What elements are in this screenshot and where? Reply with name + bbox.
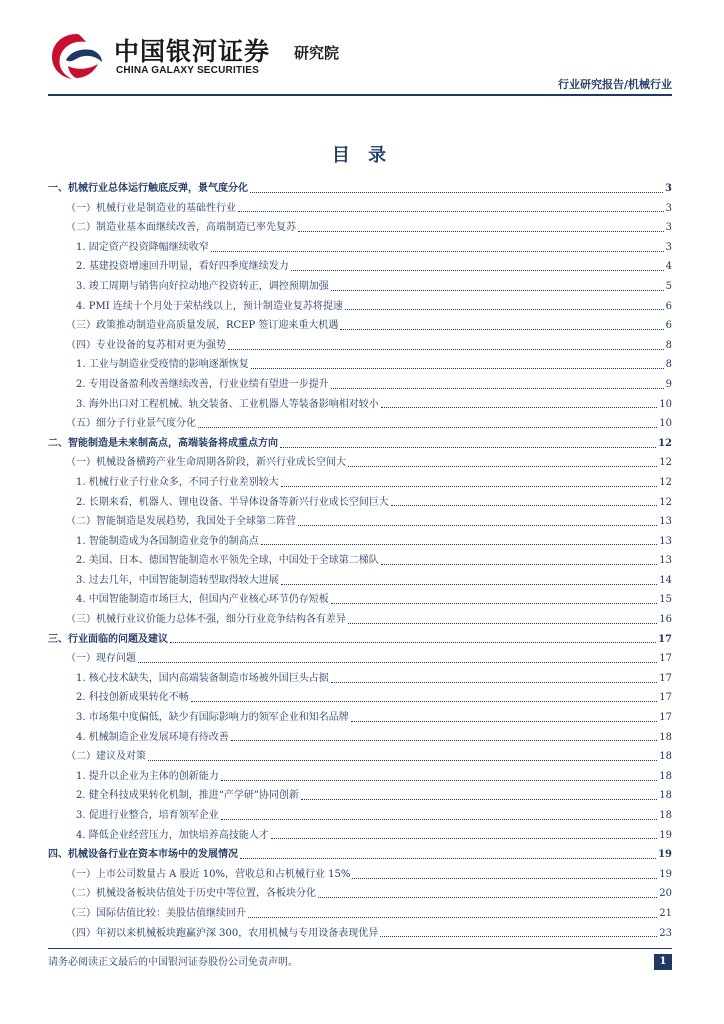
toc-dot-leader (381, 406, 658, 408)
galaxy-logo-icon (48, 30, 106, 82)
toc-entry-label: 3. 海外出口对工程机械、轨交装备、工业机器人等装备影响相对较小 (76, 398, 379, 410)
toc-entry-label: 3. 过去几年，中国智能制造转型取得较大进展 (76, 574, 279, 586)
toc-entry-label: 1. 核心技术缺失，国内高端装备制造市场被外国巨头占据 (76, 672, 329, 684)
toc-entry-page: 12 (659, 496, 672, 508)
toc-dot-leader (198, 426, 657, 428)
toc-entry-page: 3 (665, 241, 672, 253)
page-number: 1 (654, 954, 672, 970)
footer-divider (48, 948, 672, 949)
toc-dot-leader (351, 720, 658, 722)
toc-entry-page: 18 (659, 731, 672, 743)
toc-entry-label: 3. 竣工周期与销售向好拉动地产投资转正，调控预期加强 (76, 280, 329, 292)
toc-entry-label: （三）国际估值比较：美股估值继续回升 (66, 907, 246, 919)
toc-entry-page: 10 (659, 398, 672, 410)
toc-entry[interactable] (48, 355, 672, 375)
toc-entry[interactable] (48, 571, 672, 591)
toc-entry[interactable] (48, 806, 672, 826)
toc-entry-page: 10 (659, 418, 672, 430)
toc-entry-label: 1. 智能制造成为各国制造业竞争的制高点 (76, 535, 259, 547)
toc-entry-label: 4. 机械制造企业发展环境有待改善 (76, 731, 229, 743)
toc-entry[interactable] (48, 532, 672, 552)
toc-entry-label: （五）细分子行业景气度分化 (66, 418, 196, 430)
toc-entry-page: 17 (659, 653, 672, 665)
toc-entry[interactable] (48, 747, 672, 767)
toc-entry-label: （二）机械设备板块估值处于历史中等位置，各板块分化 (66, 888, 316, 900)
toc-dot-leader (331, 387, 664, 389)
toc-dot-leader (345, 308, 664, 310)
toc-entry-page: 19 (659, 829, 672, 841)
toc-entry[interactable] (48, 199, 672, 219)
toc-entry-label: 2. 健全科技成果转化机制，推进“产学研”协同创新 (76, 790, 299, 802)
page-header (0, 0, 724, 100)
toc-entry[interactable] (48, 297, 672, 317)
toc-dot-leader (331, 602, 658, 604)
toc-entry-page: 17 (658, 633, 672, 645)
toc-entry-label: 三、行业面临的问题及建议 (48, 633, 168, 645)
toc-entry[interactable] (48, 493, 672, 513)
toc-entry-page: 3 (665, 202, 672, 214)
toc-dot-leader (340, 328, 663, 330)
toc-dot-leader (348, 465, 657, 467)
toc-entry-label: 2. 科技创新成果转化不畅 (76, 692, 189, 704)
toc-entry[interactable] (48, 395, 672, 415)
toc-entry[interactable] (48, 590, 672, 610)
toc-entry-label: （四）年初以来机械板块跑赢沪深 300，农用机械与专用设备表现优异 (66, 927, 379, 939)
toc-entry-label: （一）机械行业是制造业的基础性行业 (66, 202, 236, 214)
toc-entry-page: 23 (659, 927, 672, 939)
toc-dot-leader (331, 289, 664, 291)
toc-entry[interactable] (48, 884, 672, 904)
toc-entry[interactable] (48, 649, 672, 669)
toc-entry-label: （二）智能制造是发展趋势，我国处于全球第二阵营 (66, 516, 296, 528)
toc-entry[interactable] (48, 179, 672, 199)
toc-entry-page: 9 (665, 378, 672, 390)
company-logo (48, 30, 340, 90)
toc-entry-page: 14 (659, 574, 672, 586)
toc-entry[interactable] (48, 453, 672, 473)
toc-entry-label: 4. 降低企业经营压力，加快培养高技能人才 (76, 829, 269, 841)
toc-dot-leader (298, 524, 657, 526)
toc-entry-page: 17 (659, 712, 672, 724)
toc-entry[interactable] (48, 826, 672, 846)
toc-title: 目 录 (331, 145, 393, 166)
toc-entry-page: 18 (659, 790, 672, 802)
toc-entry-page: 16 (659, 614, 672, 626)
toc-entry[interactable] (48, 238, 672, 258)
toc-entry[interactable] (48, 904, 672, 924)
toc-entry[interactable] (48, 767, 672, 787)
toc-entry-page: 5 (665, 280, 672, 292)
toc-entry-page: 21 (659, 907, 672, 919)
toc-dot-leader (240, 857, 656, 859)
toc-entry[interactable] (48, 336, 672, 356)
toc-entry[interactable] (48, 865, 672, 885)
toc-entry-page: 3 (665, 183, 672, 194)
toc-dot-leader (221, 779, 658, 781)
toc-entry[interactable] (48, 551, 672, 571)
toc-entry-page: 13 (659, 555, 672, 567)
header-divider (48, 94, 672, 96)
toc-entry[interactable] (48, 845, 672, 865)
toc-dot-leader (331, 681, 658, 683)
report-type-label: 行业研究报告/机械行业 (557, 78, 672, 91)
toc-dot-leader (301, 798, 657, 800)
toc-entry-page: 4 (665, 261, 672, 273)
toc-entry-page: 8 (665, 339, 672, 351)
toc-entry-page: 13 (659, 516, 672, 528)
toc-entry[interactable] (48, 708, 672, 728)
toc-entry-page: 12 (659, 476, 672, 488)
toc-entry-label: （二）制造业基本面继续改善，高端制造已率先复苏 (66, 222, 296, 234)
toc-entry-label: （三）政策推动制造业高质量发展，RCEP 签订迎来重大机遇 (66, 320, 339, 332)
toc-entry-page: 20 (659, 888, 672, 900)
toc-entry-page: 3 (665, 222, 672, 234)
toc-entry[interactable] (48, 669, 672, 689)
toc-entry[interactable] (48, 924, 672, 944)
toc-entry-page: 18 (659, 770, 672, 782)
toc-dot-leader (221, 818, 658, 820)
logo-chinese-name: 中国银河证券 (114, 37, 271, 66)
toc-entry-label: 四、机械设备行业在资本市场中的发展情况 (48, 849, 238, 861)
toc-entry[interactable] (48, 630, 672, 650)
toc-entry-page: 18 (659, 810, 672, 821)
institute-label: 研究院 (294, 44, 340, 62)
toc-dot-leader (281, 485, 658, 487)
toc-entry-label: 一、机械行业总体运行触底反弹，景气度分化 (48, 183, 248, 194)
toc-entry-label: 4. 中国智能制造市场巨大，但国内产业核心环节仍存短板 (76, 594, 329, 606)
toc-dot-leader (271, 837, 658, 839)
table-of-contents (48, 179, 672, 943)
toc-entry[interactable] (48, 375, 672, 395)
toc-dot-leader (318, 896, 657, 898)
toc-dot-leader (231, 739, 658, 741)
toc-dot-leader (348, 622, 657, 624)
toc-entry-page: 17 (659, 672, 672, 684)
toc-dot-leader (261, 543, 658, 545)
toc-entry-page: 12 (659, 457, 672, 469)
toc-entry[interactable] (48, 610, 672, 630)
toc-entry-label: 3. 市场集中度偏低，缺少有国际影响力的领军企业和知名品牌 (76, 712, 349, 724)
toc-entry-label: （三）机械行业议价能力总体不强，细分行业竞争结构各有差异 (66, 614, 346, 626)
toc-dot-leader (148, 759, 657, 761)
toc-entry-page: 19 (659, 868, 672, 880)
toc-entry-label: 2. 基建投资增速回升明显，看好四季度继续发力 (76, 261, 289, 273)
logo-english-name: CHINA GALAXY SECURITIES (116, 65, 259, 76)
toc-entry-page: 8 (665, 359, 672, 371)
toc-dot-leader (291, 269, 664, 271)
toc-entry-page: 13 (659, 535, 672, 547)
toc-entry-page: 15 (659, 594, 672, 606)
toc-entry-label: 二、智能制造是未来制高点，高端装备将成重点方向 (48, 437, 278, 449)
toc-entry-page: 17 (659, 692, 672, 704)
footer-disclaimer: 请务必阅读正文最后的中国银河证券股份公司免责声明。 (48, 957, 298, 968)
toc-dot-leader (248, 916, 657, 918)
toc-dot-leader (281, 583, 658, 585)
toc-entry-label: 2. 专用设备盈利改善继续改善，行业业绩有望进一步提升 (76, 378, 329, 390)
toc-entry-label: 1. 机械行业子行业众多，不同子行业差别较大 (76, 476, 279, 488)
toc-entry-label: （二）建议及对策 (66, 751, 146, 763)
toc-entry[interactable] (48, 257, 672, 277)
toc-dot-leader (380, 935, 657, 937)
toc-entry-label: 2. 长期来看，机器人、锂电设备、半导体设备等新兴行业成长空间巨大 (76, 496, 389, 508)
toc-entry[interactable] (48, 512, 672, 532)
toc-entry-page: 12 (658, 437, 672, 449)
toc-dot-leader (191, 700, 658, 702)
toc-entry[interactable] (48, 688, 672, 708)
toc-dot-leader (298, 230, 664, 232)
toc-dot-leader (280, 446, 656, 448)
toc-entry-label: 1. 工业与制造业受疫情的影响逐渐恢复 (76, 359, 249, 371)
toc-entry[interactable] (48, 414, 672, 434)
toc-entry-label: 1. 固定资产投资降幅继续收窄 (76, 241, 209, 253)
toc-entry[interactable] (48, 434, 672, 454)
toc-entry[interactable] (48, 786, 672, 806)
toc-entry-label: 1. 提升以企业为主体的创新能力 (76, 770, 219, 782)
toc-entry-label: （一）上市公司数量占 A 股近 10%，营收总和占机械行业 15% (66, 868, 351, 880)
toc-entry-page: 19 (658, 849, 672, 861)
toc-dot-leader (211, 250, 664, 252)
toc-entry[interactable] (48, 473, 672, 493)
toc-entry[interactable] (48, 218, 672, 238)
toc-dot-leader (352, 877, 657, 879)
toc-entry-page: 18 (659, 751, 672, 763)
toc-entry-label: 2. 美国、日本、德国智能制造水平领先全球，中国处于全球第二梯队 (76, 555, 379, 567)
toc-entry-page: 6 (665, 320, 672, 332)
toc-dot-leader (170, 641, 656, 643)
toc-dot-leader (381, 563, 658, 565)
toc-entry-page: 6 (665, 300, 672, 312)
toc-dot-leader (138, 661, 657, 663)
toc-entry-label: 4. PMI 连续十个月处于荣枯线以上，预计制造业复苏将提速 (76, 300, 343, 312)
toc-dot-leader (391, 504, 658, 506)
toc-dot-leader (228, 348, 664, 350)
toc-entry-label: （四）专业设备的复苏相对更为强势 (66, 339, 226, 351)
toc-entry[interactable] (48, 277, 672, 297)
toc-entry[interactable] (48, 316, 672, 336)
toc-entry-label: （一）机械设备横跨产业生命周期各阶段，新兴行业成长空间大 (66, 457, 346, 469)
toc-dot-leader (251, 367, 664, 369)
toc-dot-leader (250, 191, 663, 193)
toc-entry-label: （一）现存问题 (66, 653, 136, 665)
toc-dot-leader (238, 210, 664, 212)
toc-entry-label: 3. 促进行业整合，培育领军企业 (76, 810, 219, 821)
toc-entry[interactable] (48, 728, 672, 748)
